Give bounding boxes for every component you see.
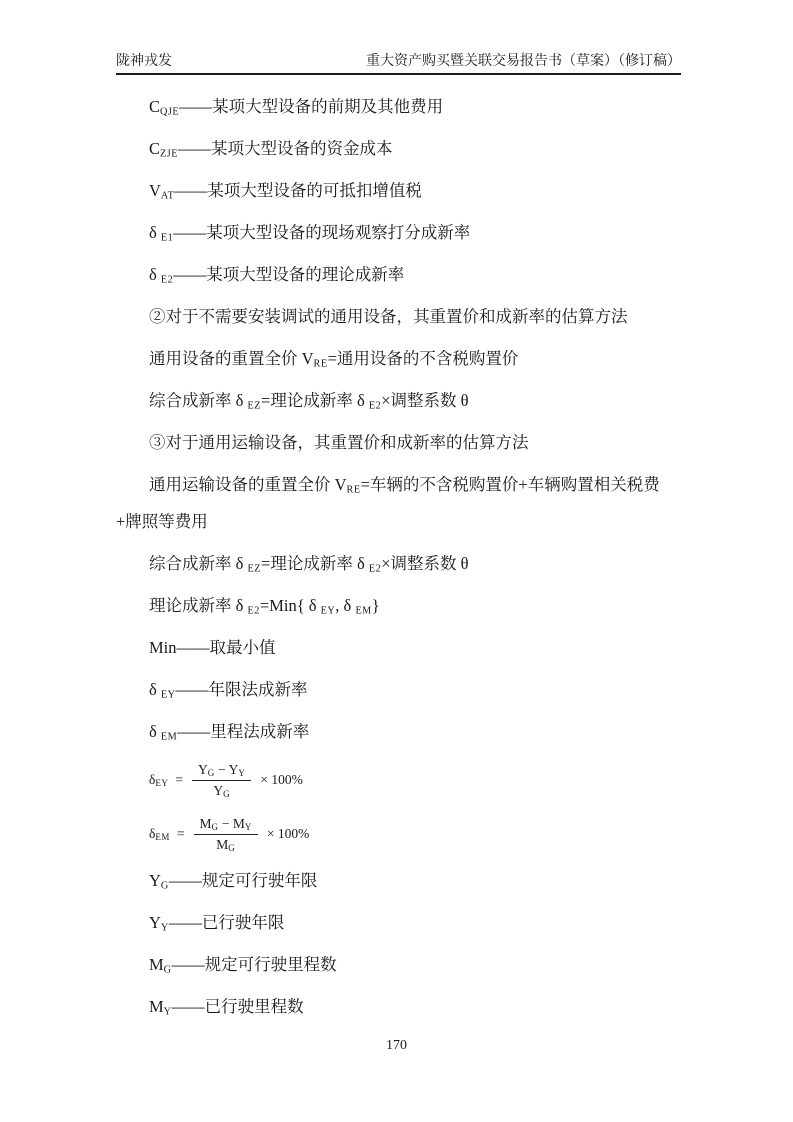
- text-run: [149, 722, 161, 741]
- text-run: [177, 722, 309, 741]
- text-run: [261, 391, 369, 410]
- text-run: [149, 680, 161, 699]
- run-subscript: E1: [160, 232, 174, 244]
- text-run: [149, 997, 164, 1016]
- run-text: ×调整系数 θ: [381, 554, 469, 573]
- paragraph-line: [116, 587, 681, 624]
- run-subscript: Y: [244, 821, 252, 832]
- page-header: [116, 50, 681, 75]
- text-run: [198, 762, 215, 777]
- run-text: ——某项大型设备的资金成本: [177, 139, 393, 158]
- run-text: ②对于不需要安装调试的通用设备，其重置价和成新率的估算方法: [149, 307, 628, 326]
- text-run: [381, 554, 468, 573]
- text-run: [169, 871, 318, 890]
- formula-equals: =: [176, 826, 185, 841]
- text-run: [149, 97, 160, 116]
- run-text: Y: [198, 761, 208, 777]
- text-run: [149, 772, 168, 788]
- text-run: [149, 596, 248, 615]
- text-run: [161, 722, 177, 741]
- run-subscript: EY: [160, 689, 176, 701]
- run-text: =理论成新率 δ: [261, 391, 369, 410]
- run-text: M: [216, 836, 229, 852]
- run-text: 通用运输设备的重置全价 V: [149, 475, 347, 494]
- run-text: =理论成新率 δ: [261, 554, 369, 573]
- paragraph-line: [116, 298, 681, 335]
- paragraph-line: [116, 713, 681, 750]
- run-subscript: E2: [368, 400, 382, 412]
- run-text: =通用设备的不含税购置价: [327, 349, 519, 368]
- text-run: [149, 913, 161, 932]
- paragraph-line: [116, 214, 681, 251]
- paragraph-line: [116, 172, 681, 209]
- text-run: [314, 349, 328, 368]
- run-text: M: [149, 997, 164, 1016]
- formula-line: [149, 810, 681, 858]
- formula-line: [149, 756, 681, 804]
- run-text: δ: [149, 722, 161, 741]
- run-text: ——已行驶里程数: [171, 997, 304, 1016]
- text-run: [355, 596, 371, 615]
- run-text: 综合成新率 δ: [149, 554, 248, 573]
- fraction-denominator: [213, 781, 230, 799]
- run-text: ——某项大型设备的理论成新率: [173, 265, 405, 284]
- text-run: [149, 391, 248, 410]
- run-subscript: G: [160, 880, 169, 892]
- run-text: M: [199, 815, 212, 831]
- text-run: [369, 391, 381, 410]
- text-run: [161, 680, 176, 699]
- text-run: [219, 816, 233, 831]
- text-run: [161, 181, 175, 200]
- paragraph-line: [116, 904, 681, 941]
- paragraph-line: [116, 340, 681, 377]
- run-text: =Min{ δ: [259, 596, 321, 615]
- run-text: ——某项大型设备的可抵扣增值税: [174, 181, 422, 200]
- run-subscript: G: [223, 788, 231, 799]
- paragraph-line: [116, 629, 681, 666]
- run-subscript: E2: [247, 605, 260, 617]
- paragraph-line: [116, 671, 681, 708]
- text-run: [149, 307, 628, 326]
- text-run: [261, 554, 369, 573]
- text-run: [347, 475, 361, 494]
- run-subscript: EY: [320, 605, 336, 617]
- run-text: ——规定可行驶年限: [168, 871, 318, 890]
- text-run: [149, 475, 347, 494]
- run-text: 通用设备的重置全价 V: [149, 349, 314, 368]
- text-run: [260, 596, 321, 615]
- run-text: Y: [149, 913, 161, 932]
- run-subscript: E2: [368, 563, 382, 575]
- text-run: [200, 816, 219, 831]
- text-run: [328, 349, 519, 368]
- text-run: [149, 871, 161, 890]
- run-text: −: [218, 815, 233, 831]
- run-text: ——已行驶年限: [168, 913, 285, 932]
- run-text: M: [232, 815, 245, 831]
- text-run: [160, 139, 178, 158]
- run-subscript: RE: [313, 358, 328, 370]
- text-run: [178, 139, 393, 158]
- text-run: [161, 223, 173, 242]
- paragraph-line: [116, 545, 681, 582]
- text-run: [213, 783, 230, 798]
- run-subscript: QJE: [160, 106, 180, 118]
- paragraph-line: [116, 424, 681, 461]
- run-subscript: Y: [163, 1006, 172, 1018]
- text-run: [215, 762, 229, 777]
- formula-equals: =: [175, 772, 183, 787]
- formula-fraction: [192, 762, 251, 799]
- text-run: [173, 223, 470, 242]
- run-text: ——规定可行驶里程数: [171, 955, 337, 974]
- run-subscript: G: [211, 821, 219, 832]
- run-subscript: EM: [160, 731, 178, 743]
- text-run: [169, 913, 285, 932]
- paragraph-line: [116, 382, 681, 419]
- run-text: ③对于通用运输设备，其重置价和成新率的估算方法: [149, 433, 529, 452]
- run-text: ×调整系数 θ: [381, 391, 469, 410]
- run-text: , δ: [335, 596, 356, 615]
- text-run: [372, 596, 380, 615]
- run-text: Min——取最小值: [149, 638, 276, 657]
- text-run: [164, 997, 172, 1016]
- run-text: ——里程法成新率: [177, 722, 310, 741]
- text-run: [216, 837, 235, 852]
- text-run: [173, 265, 404, 284]
- formula-multiplier: × 100%: [266, 826, 310, 841]
- run-subscript: EM: [155, 832, 170, 842]
- run-subscript: ZJE: [160, 148, 178, 160]
- run-text: ——某项大型设备的前期及其他费用: [179, 97, 444, 116]
- fraction-numerator: [194, 816, 258, 835]
- header-right-text: 重大资产购买暨关联交易报告书（草案）（修订稿）: [366, 54, 681, 69]
- paragraph-line: [116, 946, 681, 983]
- run-subscript: Y: [160, 922, 169, 934]
- text-run: [161, 265, 173, 284]
- run-subscript: E2: [160, 274, 174, 286]
- text-run: [172, 997, 304, 1016]
- run-text: C: [149, 97, 161, 116]
- run-text: −: [214, 761, 229, 777]
- run-text: δ: [149, 826, 156, 841]
- text-run: [248, 391, 261, 410]
- run-subscript: AT: [160, 190, 175, 202]
- paragraph-line: [116, 88, 681, 125]
- paragraph-line: [116, 862, 681, 899]
- text-run: [149, 433, 529, 452]
- run-subscript: Y: [238, 767, 246, 778]
- text-run: [164, 955, 172, 974]
- paragraph-line: [116, 466, 681, 540]
- run-text: 综合成新率 δ: [149, 391, 248, 410]
- document-body: [116, 88, 681, 1030]
- run-text: Y: [228, 761, 239, 777]
- run-subscript: EY: [155, 778, 169, 788]
- header-left-text: 陇神戎发: [116, 54, 172, 69]
- run-text: Y: [213, 782, 224, 798]
- text-run: [174, 181, 422, 200]
- text-run: [229, 762, 246, 777]
- run-subscript: EZ: [247, 400, 262, 412]
- text-run: [381, 391, 468, 410]
- text-run: [233, 816, 252, 831]
- text-run: [149, 223, 161, 242]
- run-text: V: [149, 181, 161, 200]
- fraction-numerator: [192, 762, 251, 781]
- text-run: [179, 97, 443, 116]
- text-run: [172, 955, 337, 974]
- text-run: [321, 596, 336, 615]
- text-run: [149, 349, 314, 368]
- paragraph-line: [116, 256, 681, 293]
- run-subscript: G: [228, 842, 236, 853]
- text-run: [149, 265, 161, 284]
- text-run: [149, 955, 164, 974]
- run-text: δ: [149, 680, 161, 699]
- text-run: [369, 554, 381, 573]
- run-text: δ: [149, 265, 161, 284]
- text-run: [149, 139, 160, 158]
- text-run: [176, 680, 308, 699]
- text-run: [149, 638, 276, 657]
- page-number: 170: [386, 1038, 407, 1053]
- run-text: ——年限法成新率: [175, 680, 308, 699]
- paragraph-line: [116, 988, 681, 1025]
- text-run: [160, 97, 179, 116]
- text-run: [335, 596, 355, 615]
- run-text: 理论成新率 δ: [149, 596, 248, 615]
- run-subscript: G: [163, 964, 172, 976]
- run-text: δ: [149, 223, 161, 242]
- run-subscript: G: [207, 767, 215, 778]
- run-text: Y: [149, 871, 161, 890]
- formula-fraction: [194, 816, 258, 853]
- run-subscript: EM: [355, 605, 372, 617]
- text-run: [149, 181, 161, 200]
- run-text: C: [149, 139, 161, 158]
- text-run: [248, 596, 260, 615]
- run-subscript: RE: [346, 484, 361, 496]
- paragraph-line: [116, 130, 681, 167]
- formula-multiplier: × 100%: [260, 772, 303, 787]
- text-run: [149, 554, 248, 573]
- run-text: M: [149, 955, 164, 974]
- run-text: }: [371, 596, 380, 615]
- run-text: ——某项大型设备的现场观察打分成新率: [173, 223, 471, 242]
- text-run: [161, 871, 169, 890]
- text-run: [161, 913, 169, 932]
- run-text: δ: [149, 772, 156, 787]
- run-subscript: EZ: [247, 563, 262, 575]
- fraction-denominator: [216, 835, 235, 853]
- run-text: =车辆的不含税购置价+车辆购置相关税费+牌照等费用: [116, 475, 660, 531]
- text-run: [248, 554, 261, 573]
- text-run: [149, 826, 170, 842]
